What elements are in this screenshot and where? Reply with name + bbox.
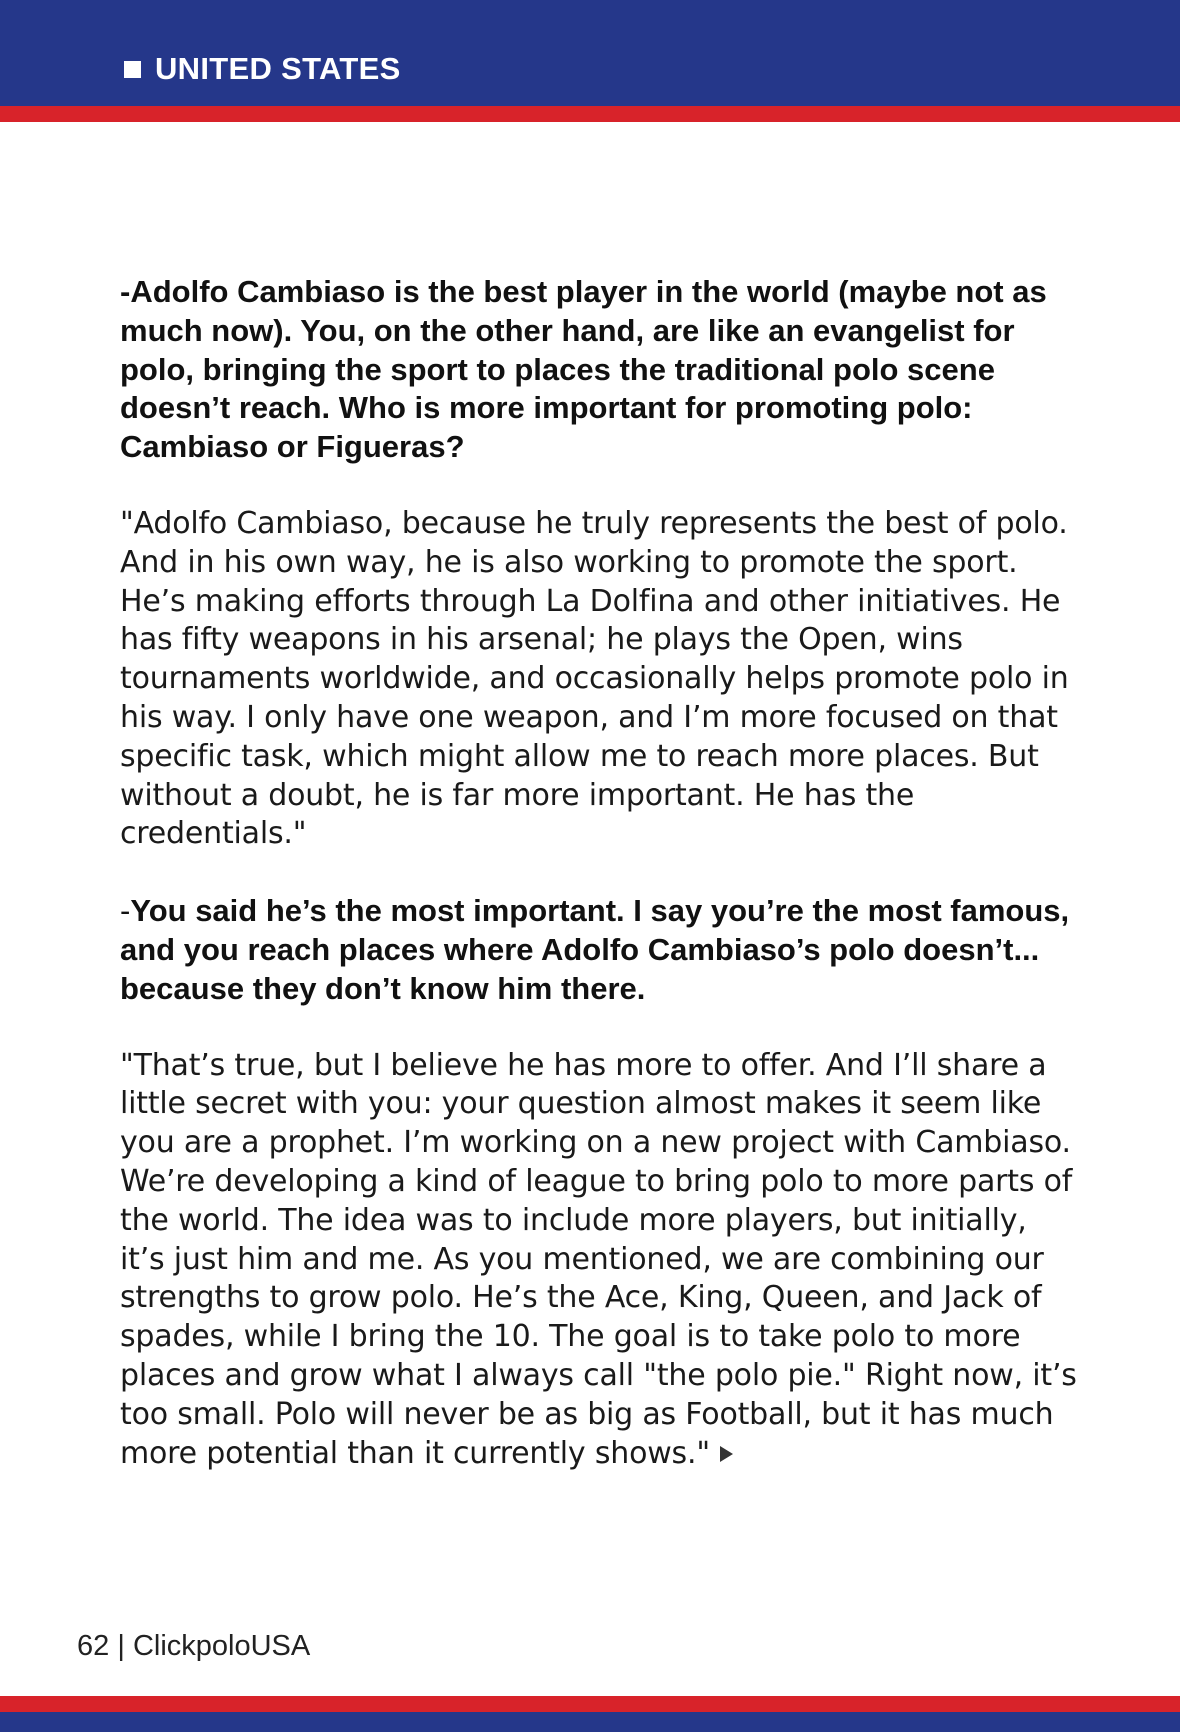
page-footer — [77, 1630, 310, 1663]
footer-band — [0, 1712, 1180, 1732]
question-2-text: You said he’s the most important. I say you’re the most famous, and you reach places where Adolfo Cambiaso’s polo doesn’t... because they don’t know him there. — [120, 893, 1070, 1006]
question-1: -Adolfo Cambiaso is the best player in the world (maybe not as much now). You, on the other hand, are like an evangelist for polo, bringing the sport to places the traditional polo scene doesn’t reach. Who is more important for promoting polo: Cambiaso or Figueras? — [120, 274, 1047, 465]
section-label — [124, 51, 401, 87]
answer-2 — [120, 1047, 1080, 1474]
question-2-dash: - — [120, 893, 131, 929]
play-arrow-icon — [720, 1446, 733, 1462]
answer-1: "Adolfo Cambiaso, because he truly represents the best of polo. And in his own way, he is also working to promote the sport. He’s making efforts through La Dolfina and other initiatives. He has fifty weapons in his arsenal; he plays the Open, wins tournaments worldwide, and occasionally helps promote polo in his way. I only have one weapon, and I’m more focused on that specific task, which might allow me to reach more places. But without a doubt, he is far more important. He has the credentials." — [120, 505, 1069, 852]
square-bullet-icon — [124, 61, 141, 78]
article-body — [120, 273, 1080, 1511]
page-number: 62 — [77, 1630, 110, 1662]
section-label-text: UNITED STATES — [155, 51, 401, 86]
footer-stripe — [0, 1696, 1180, 1712]
answer-2-text: "That’s true, but I believe he has more to offer. And I’ll share a little secret with you: your question almost makes it seem like you are a prophet. I’m working on a new project with Cambiaso. We’re developing a kind of league to bring polo to more parts of the world. The idea was to include more players, but initially, it’s just him and me. As you mentioned, we are combining our strengths to grow polo. He’s the Ace, King, Queen, and Jack of spades, while I bring the 10. The goal is to take polo to more places and grow what I always call "the polo pie." Right now, it’s too small. Polo will never be as big as Football, but it has much more potential than it currently shows." — [120, 1047, 1077, 1471]
publication-name: ClickpoloUSA — [132, 1630, 311, 1662]
question-2 — [120, 892, 1080, 1008]
header-stripe — [0, 106, 1180, 122]
footer-separator: | — [117, 1630, 125, 1662]
